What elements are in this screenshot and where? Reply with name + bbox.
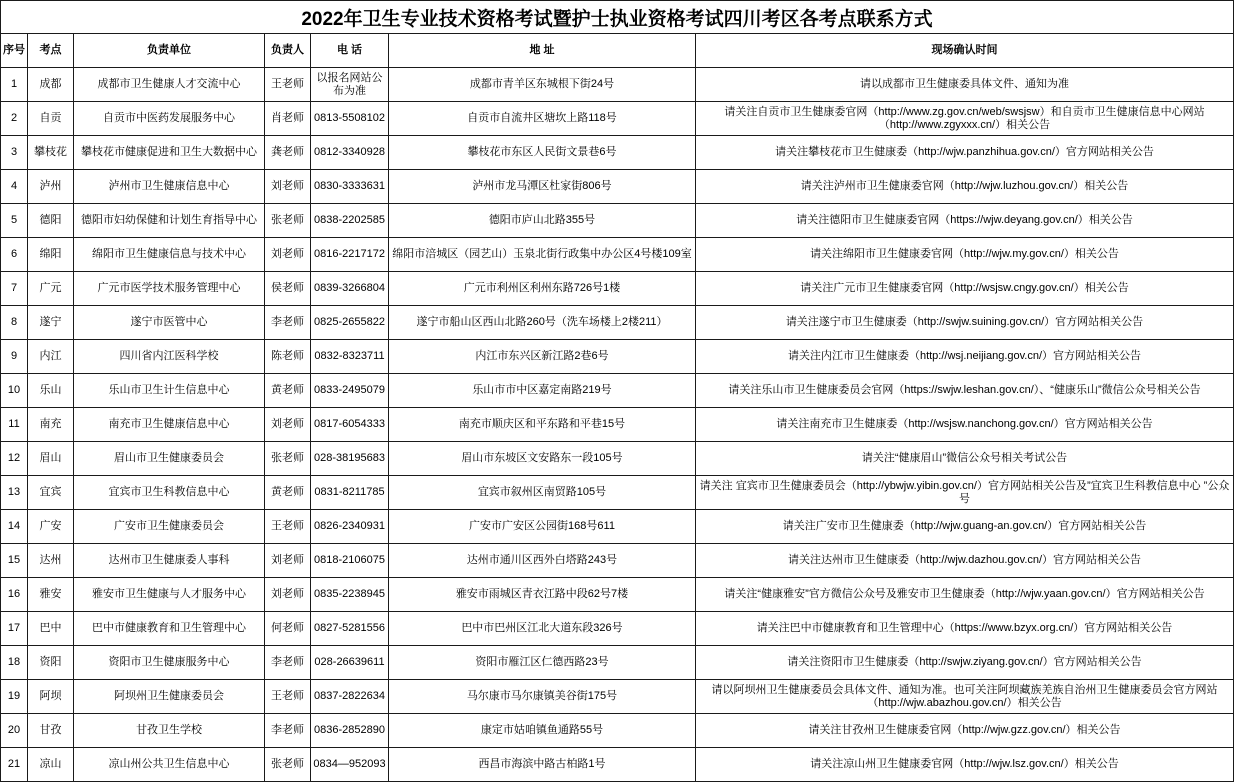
cell-phone: 0837-2822634: [311, 680, 389, 714]
cell-unit: 凉山州公共卫生信息中心: [74, 748, 265, 782]
cell-phone: 0832-8323711: [311, 340, 389, 374]
cell-no: 11: [0, 408, 28, 442]
cell-site: 广元: [28, 272, 74, 306]
cell-no: 15: [0, 544, 28, 578]
table-row: [0, 272, 1234, 306]
cell-no: 13: [0, 476, 28, 510]
cell-site: 甘孜: [28, 714, 74, 748]
table-row: [0, 68, 1234, 102]
cell-confirm: 请以阿坝州卫生健康委员会具体文件、通知为准。也可关注阿坝藏族羌族自治州卫生健康委员会官方网站（http://wjw.abazhou.gov.cn/）相关公告: [696, 680, 1234, 714]
header-no: 序号: [0, 34, 28, 68]
cell-confirm: 请关注资阳市卫生健康委（http://swjw.ziyang.gov.cn/）官方网站相关公告: [696, 646, 1234, 680]
cell-contact: 陈老师: [265, 340, 311, 374]
cell-phone: 0833-2495079: [311, 374, 389, 408]
cell-no: 3: [0, 136, 28, 170]
table-row: [0, 340, 1234, 374]
cell-contact: 侯老师: [265, 272, 311, 306]
page-title: 2022年卫生专业技术资格考试暨护士执业资格考试四川考区各考点联系方式: [0, 0, 1234, 34]
cell-address: 南充市顺庆区和平东路和平巷15号: [389, 408, 696, 442]
cell-site: 内江: [28, 340, 74, 374]
cell-no: 5: [0, 204, 28, 238]
cell-confirm: 请关注乐山市卫生健康委员会官网（https://swjw.leshan.gov.cn/）、“健康乐山”微信公众号相关公告: [696, 374, 1234, 408]
table-row: [0, 578, 1234, 612]
cell-unit: 遂宁市医管中心: [74, 306, 265, 340]
cell-site: 德阳: [28, 204, 74, 238]
cell-confirm: 请关注 宜宾市卫生健康委员会（http://ybwjw.yibin.gov.cn/）官方网站相关公告及”宜宾卫生科教信息中心 ”公众号: [696, 476, 1234, 510]
table-row: [0, 476, 1234, 510]
cell-phone: 0812-3340928: [311, 136, 389, 170]
cell-address: 德阳市庐山北路355号: [389, 204, 696, 238]
cell-site: 自贡: [28, 102, 74, 136]
cell-site: 雅安: [28, 578, 74, 612]
cell-confirm: 请关注“健康雅安”官方微信公众号及雅安市卫生健康委（http://wjw.yaan.gov.cn/）官方网站相关公告: [696, 578, 1234, 612]
cell-unit: 雅安市卫生健康与人才服务中心: [74, 578, 265, 612]
cell-site: 攀枝花: [28, 136, 74, 170]
cell-site: 眉山: [28, 442, 74, 476]
cell-no: 17: [0, 612, 28, 646]
cell-confirm: 请关注广元市卫生健康委官网（http://wsjsw.cngy.gov.cn/）相关公告: [696, 272, 1234, 306]
cell-site: 南充: [28, 408, 74, 442]
cell-no: 4: [0, 170, 28, 204]
cell-confirm: 请关注自贡市卫生健康委官网（http://www.zg.gov.cn/web/swsjsw）和自贡市卫生健康信息中心网站（http://www.zgyxxx.cn/）相关公告: [696, 102, 1234, 136]
cell-confirm: 请关注攀枝花市卫生健康委（http://wjw.panzhihua.gov.cn/）官方网站相关公告: [696, 136, 1234, 170]
table-row: [0, 102, 1234, 136]
cell-confirm: 请关注凉山州卫生健康委官网（http://wjw.lsz.gov.cn/）相关公告: [696, 748, 1234, 782]
cell-address: 西昌市海滨中路古柏路1号: [389, 748, 696, 782]
cell-unit: 资阳市卫生健康服务中心: [74, 646, 265, 680]
table-row: [0, 646, 1234, 680]
cell-phone: 0827-5281556: [311, 612, 389, 646]
table-row: [0, 374, 1234, 408]
cell-phone: 0813-5508102: [311, 102, 389, 136]
cell-site: 阿坝: [28, 680, 74, 714]
cell-no: 19: [0, 680, 28, 714]
cell-confirm: 请关注内江市卫生健康委（http://wsj.neijiang.gov.cn/）官方网站相关公告: [696, 340, 1234, 374]
cell-address: 成都市青羊区东城根下街24号: [389, 68, 696, 102]
cell-phone: 028-38195683: [311, 442, 389, 476]
cell-confirm: 请关注绵阳市卫生健康委官网（http://wjw.my.gov.cn/）相关公告: [696, 238, 1234, 272]
table-row: [0, 680, 1234, 714]
header-contact: 负责人: [265, 34, 311, 68]
cell-no: 2: [0, 102, 28, 136]
cell-phone: 0817-6054333: [311, 408, 389, 442]
cell-address: 巴中市巴州区江北大道东段326号: [389, 612, 696, 646]
cell-phone: 0831-8211785: [311, 476, 389, 510]
cell-phone: 以报名网站公布为准: [311, 68, 389, 102]
cell-no: 18: [0, 646, 28, 680]
table-row: [0, 544, 1234, 578]
table-row: [0, 510, 1234, 544]
cell-no: 7: [0, 272, 28, 306]
cell-site: 成都: [28, 68, 74, 102]
cell-phone: 028-26639611: [311, 646, 389, 680]
cell-contact: 刘老师: [265, 238, 311, 272]
cell-unit: 德阳市妇幼保健和计划生育指导中心: [74, 204, 265, 238]
cell-address: 绵阳市涪城区（园艺山）玉泉北街行政集中办公区4号楼109室: [389, 238, 696, 272]
cell-phone: 0830-3333631: [311, 170, 389, 204]
cell-confirm: 请关注“健康眉山”微信公众号相关考试公告: [696, 442, 1234, 476]
cell-address: 攀枝花市东区人民街文景巷6号: [389, 136, 696, 170]
cell-contact: 李老师: [265, 646, 311, 680]
cell-site: 泸州: [28, 170, 74, 204]
cell-unit: 宜宾市卫生科教信息中心: [74, 476, 265, 510]
cell-address: 乐山市市中区嘉定南路219号: [389, 374, 696, 408]
cell-confirm: 请关注南充市卫生健康委（http://wsjsw.nanchong.gov.cn/）官方网站相关公告: [696, 408, 1234, 442]
cell-unit: 巴中市健康教育和卫生管理中心: [74, 612, 265, 646]
cell-phone: 0825-2655822: [311, 306, 389, 340]
cell-phone: 0818-2106075: [311, 544, 389, 578]
cell-no: 16: [0, 578, 28, 612]
cell-confirm: 请关注巴中市健康教育和卫生管理中心（https://www.bzyx.org.cn/）官方网站相关公告: [696, 612, 1234, 646]
cell-unit: 成都市卫生健康人才交流中心: [74, 68, 265, 102]
cell-contact: 王老师: [265, 680, 311, 714]
cell-contact: 王老师: [265, 68, 311, 102]
cell-phone: 0838-2202585: [311, 204, 389, 238]
cell-site: 遂宁: [28, 306, 74, 340]
header-phone: 电 话: [311, 34, 389, 68]
cell-contact: 黄老师: [265, 476, 311, 510]
cell-contact: 何老师: [265, 612, 311, 646]
cell-unit: 眉山市卫生健康委员会: [74, 442, 265, 476]
cell-address: 达州市通川区西外白塔路243号: [389, 544, 696, 578]
cell-unit: 自贡市中医药发展服务中心: [74, 102, 265, 136]
cell-site: 广安: [28, 510, 74, 544]
cell-contact: 张老师: [265, 748, 311, 782]
cell-confirm: 请关注德阳市卫生健康委官网（https://wjw.deyang.gov.cn/）相关公告: [696, 204, 1234, 238]
cell-no: 10: [0, 374, 28, 408]
cell-unit: 四川省内江医科学校: [74, 340, 265, 374]
cell-contact: 刘老师: [265, 408, 311, 442]
cell-confirm: 请关注广安市卫生健康委（http://wjw.guang-an.gov.cn/）官方网站相关公告: [696, 510, 1234, 544]
cell-unit: 达州市卫生健康委人事科: [74, 544, 265, 578]
cell-no: 14: [0, 510, 28, 544]
cell-address: 眉山市东坡区文安路东一段105号: [389, 442, 696, 476]
cell-no: 21: [0, 748, 28, 782]
header-confirm: 现场确认时间: [696, 34, 1234, 68]
cell-address: 泸州市龙马潭区杜家街806号: [389, 170, 696, 204]
cell-site: 乐山: [28, 374, 74, 408]
header-row: [0, 34, 1234, 68]
cell-address: 马尔康市马尔康镇美谷街175号: [389, 680, 696, 714]
table-row: [0, 238, 1234, 272]
cell-no: 9: [0, 340, 28, 374]
cell-no: 20: [0, 714, 28, 748]
cell-phone: 0836-2852890: [311, 714, 389, 748]
table-row: [0, 204, 1234, 238]
cell-no: 1: [0, 68, 28, 102]
cell-address: 广安市广安区公园街168号611: [389, 510, 696, 544]
cell-phone: 0816-2217172: [311, 238, 389, 272]
cell-address: 资阳市雁江区仁德西路23号: [389, 646, 696, 680]
header-address: 地 址: [389, 34, 696, 68]
cell-contact: 李老师: [265, 714, 311, 748]
cell-unit: 阿坝州卫生健康委员会: [74, 680, 265, 714]
cell-unit: 乐山市卫生计生信息中心: [74, 374, 265, 408]
cell-contact: 龚老师: [265, 136, 311, 170]
cell-unit: 广元市医学技术服务管理中心: [74, 272, 265, 306]
cell-address: 康定市姑咱镇鱼通路55号: [389, 714, 696, 748]
cell-site: 凉山: [28, 748, 74, 782]
cell-confirm: 请关注泸州市卫生健康委官网（http://wjw.luzhou.gov.cn/）相关公告: [696, 170, 1234, 204]
cell-confirm: 请关注达州市卫生健康委（http://wjw.dazhou.gov.cn/）官方网站相关公告: [696, 544, 1234, 578]
cell-site: 资阳: [28, 646, 74, 680]
cell-contact: 黄老师: [265, 374, 311, 408]
cell-unit: 南充市卫生健康信息中心: [74, 408, 265, 442]
cell-confirm: 请以成都市卫生健康委具体文件、通知为准: [696, 68, 1234, 102]
table-row: [0, 714, 1234, 748]
cell-phone: 0834—952093: [311, 748, 389, 782]
cell-contact: 刘老师: [265, 578, 311, 612]
cell-address: 宜宾市叙州区南贸路105号: [389, 476, 696, 510]
cell-contact: 刘老师: [265, 544, 311, 578]
cell-confirm: 请关注甘孜州卫生健康委官网（http://wjw.gzz.gov.cn/）相关公告: [696, 714, 1234, 748]
cell-address: 雅安市雨城区青衣江路中段62号7楼: [389, 578, 696, 612]
cell-site: 绵阳: [28, 238, 74, 272]
cell-address: 内江市东兴区新江路2巷6号: [389, 340, 696, 374]
cell-site: 巴中: [28, 612, 74, 646]
cell-address: 广元市利州区利州东路726号1楼: [389, 272, 696, 306]
cell-contact: 王老师: [265, 510, 311, 544]
cell-unit: 绵阳市卫生健康信息与技术中心: [74, 238, 265, 272]
header-unit: 负责单位: [74, 34, 265, 68]
cell-unit: 甘孜卫生学校: [74, 714, 265, 748]
cell-unit: 攀枝花市健康促进和卫生大数据中心: [74, 136, 265, 170]
table-row: [0, 612, 1234, 646]
table-row: [0, 306, 1234, 340]
cell-confirm: 请关注遂宁市卫生健康委（http://swjw.suining.gov.cn/）官方网站相关公告: [696, 306, 1234, 340]
cell-phone: 0835-2238945: [311, 578, 389, 612]
cell-unit: 广安市卫生健康委员会: [74, 510, 265, 544]
cell-address: 自贡市自流井区塘坎上路118号: [389, 102, 696, 136]
cell-no: 6: [0, 238, 28, 272]
table-row: [0, 442, 1234, 476]
cell-site: 宜宾: [28, 476, 74, 510]
cell-site: 达州: [28, 544, 74, 578]
cell-address: 遂宁市船山区西山北路260号（洗车场楼上2楼211）: [389, 306, 696, 340]
cell-no: 12: [0, 442, 28, 476]
cell-phone: 0826-2340931: [311, 510, 389, 544]
table-row: [0, 748, 1234, 782]
table-row: [0, 170, 1234, 204]
cell-contact: 张老师: [265, 442, 311, 476]
cell-contact: 刘老师: [265, 170, 311, 204]
header-site: 考点: [28, 34, 74, 68]
cell-contact: 张老师: [265, 204, 311, 238]
cell-contact: 李老师: [265, 306, 311, 340]
cell-contact: 肖老师: [265, 102, 311, 136]
cell-unit: 泸州市卫生健康信息中心: [74, 170, 265, 204]
cell-phone: 0839-3266804: [311, 272, 389, 306]
table-row: [0, 408, 1234, 442]
cell-no: 8: [0, 306, 28, 340]
table-row: [0, 136, 1234, 170]
